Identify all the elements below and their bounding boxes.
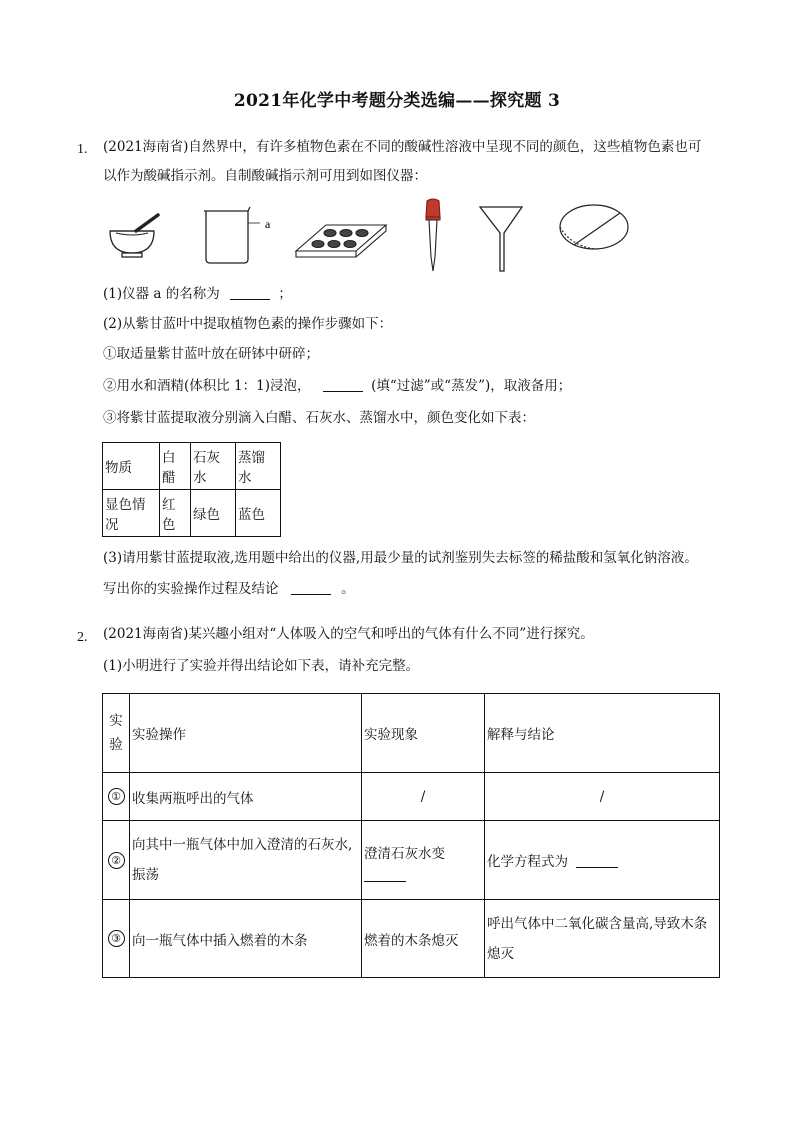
table-cell: / <box>485 773 720 821</box>
table-cell: 收集两瓶呼出的气体 <box>130 773 362 821</box>
table-cell: 呼出气体中二氧化碳含量高,导致木条熄灭 <box>485 900 720 978</box>
table-cell <box>485 821 720 900</box>
funnel-icon <box>480 207 522 271</box>
q1-sub1-blank[interactable] <box>230 285 270 300</box>
q1-sub3-blank[interactable] <box>291 580 331 595</box>
q1-stem-line2: 以作为酸碱指示剂。自制酸碱指示剂可用到如图仪器： <box>103 168 427 184</box>
table-cell: 蒸馏水 <box>236 443 281 490</box>
equation-blank[interactable] <box>576 853 618 868</box>
q1-sub3-line2 <box>103 579 355 599</box>
question-number-1: 1. <box>77 142 88 157</box>
filter-paper-icon <box>560 205 628 249</box>
table-cell: 解释与结论 <box>485 694 720 773</box>
table-cell: 蓝色 <box>236 490 281 537</box>
conclusion-text: 化学方程式为 <box>487 854 568 870</box>
table-cell: 实验操作 <box>130 694 362 773</box>
table-cell: 实验 <box>103 694 130 773</box>
q1-sub1-end: ； <box>278 286 292 302</box>
table-row <box>103 694 720 773</box>
table-cell <box>103 773 130 821</box>
q1-step3: ③将紫甘蓝提取液分别滴入白醋、石灰水、蒸馏水中，颜色变化如下表： <box>103 410 535 426</box>
row-number-badge: ① <box>108 788 125 805</box>
q2-experiment-table <box>102 693 720 978</box>
q1-step1: ①取适量紫甘蓝叶放在研钵中研碎； <box>103 346 319 362</box>
table-cell <box>362 821 485 900</box>
table-cell <box>103 900 130 978</box>
table-cell: / <box>362 773 485 821</box>
table-row <box>103 900 720 978</box>
q1-step2-text-a: ②用水和酒精(体积比 1：1)浸泡， <box>103 378 311 394</box>
table-cell: 绿色 <box>191 490 236 537</box>
table-cell: 红色 <box>160 490 191 537</box>
observation-blank[interactable] <box>364 869 406 882</box>
table-cell: 燃着的木条熄灭 <box>362 900 485 978</box>
table-cell: 向一瓶气体中插入燃着的木条 <box>130 900 362 978</box>
beaker-icon <box>204 207 260 263</box>
spot-plate-icon <box>296 225 386 257</box>
table-row <box>103 490 281 537</box>
table-cell: 实验现象 <box>362 694 485 773</box>
q1-step2-text-b: (填“过滤”或“蒸发”)，取液备用； <box>371 378 572 394</box>
page-title: 2021年化学中考题分类选编——探究题 3 <box>233 91 561 111</box>
table-row <box>103 443 281 490</box>
q1-sub3-line1: (3)请用紫甘蓝提取液,选用题中给出的仪器,用最少量的试剂鉴别失去标签的稀盐酸和氢氧化钠溶液。 <box>103 550 698 566</box>
table-row <box>103 821 720 900</box>
row-number-badge: ② <box>108 852 125 869</box>
q1-sub3-text: 写出你的实验操作过程及结论 <box>103 581 279 597</box>
q1-step2 <box>103 376 571 396</box>
table-cell: 显色情况 <box>103 490 160 537</box>
q1-step2-blank[interactable] <box>323 377 363 392</box>
table-row <box>103 773 720 821</box>
table-cell: 石灰水 <box>191 443 236 490</box>
table-cell <box>103 821 130 900</box>
apparatus-figure <box>100 195 640 280</box>
observation-text: 澄清石灰水变 <box>364 845 445 862</box>
table-cell: 物质 <box>103 443 160 490</box>
q1-sub2: (2)从紫甘蓝叶中提取植物色素的操作步骤如下： <box>103 316 393 332</box>
table-cell: 白醋 <box>160 443 191 490</box>
row-number-badge: ③ <box>108 930 125 947</box>
q2-stem: (2021海南省)某兴趣小组对“人体吸入的空气和呼出的气体有什么不同”进行探究。 <box>103 626 594 642</box>
table-cell: 向其中一瓶气体中加入澄清的石灰水,振荡 <box>130 821 362 900</box>
q1-sub3-end: 。 <box>341 581 355 597</box>
dropper-icon <box>426 199 440 271</box>
beaker-label: a <box>265 217 271 231</box>
q1-stem-line1: (2021海南省)自然界中，有许多植物色素在不同的酸碱性溶液中呈现不同的颜色，这些植物色素也可 <box>103 139 702 155</box>
q1-sub1-text: (1)仪器 a 的名称为 <box>103 286 220 302</box>
mortar-pestle-icon <box>110 215 158 257</box>
q1-color-table <box>102 442 281 537</box>
question-number-2: 2. <box>77 630 88 645</box>
q1-sub1 <box>103 284 292 304</box>
q2-sub1: (1)小明进行了实验并得出结论如下表，请补充完整。 <box>103 658 420 674</box>
